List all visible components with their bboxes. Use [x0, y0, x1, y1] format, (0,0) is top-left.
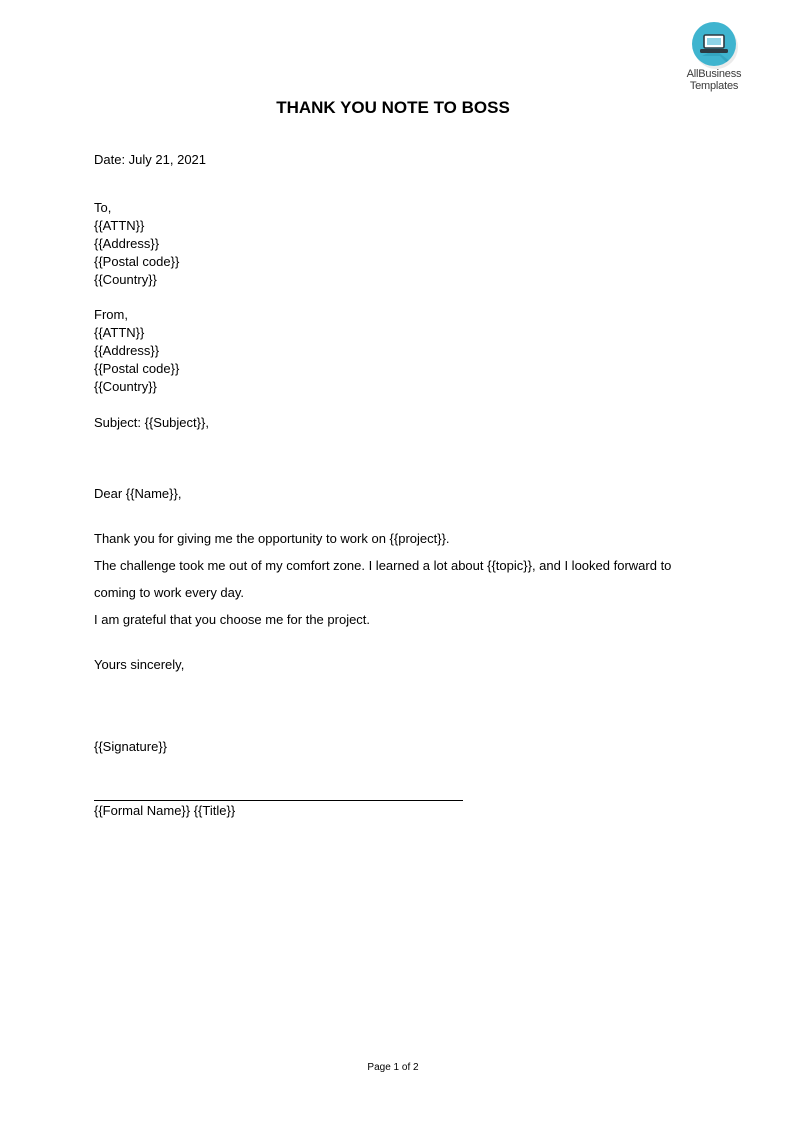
logo-text-line1: AllBusiness: [686, 68, 742, 80]
from-address: {{Address}}: [94, 343, 160, 358]
to-address: {{Address}}: [94, 236, 160, 251]
signature-line: [94, 800, 463, 801]
document-title: THANK YOU NOTE TO BOSS: [276, 98, 510, 117]
logo-text-line2: Templates: [689, 80, 739, 92]
body-paragraph-2-line-2: coming to work every day.: [94, 585, 245, 600]
to-country: {{Country}}: [94, 272, 157, 287]
body-paragraph-3: I am grateful that you choose me for the project.: [94, 612, 371, 627]
laptop-icon: [692, 22, 736, 66]
subject-line: Subject: {{Subject}},: [94, 415, 209, 430]
signature-placeholder: {{Signature}}: [94, 739, 168, 754]
to-attn: {{ATTN}}: [94, 218, 145, 233]
allbusiness-templates-logo: [681, 22, 747, 92]
from-heading: From,: [94, 307, 128, 322]
from-postal-code: {{Postal code}}: [94, 361, 180, 376]
body-paragraph-2-line-1: The challenge took me out of my comfort zone. I learned a lot about {{topic}}, and I looked forward to: [94, 558, 672, 573]
from-country: {{Country}}: [94, 379, 157, 394]
logo-text: [681, 68, 747, 92]
page-number: Page 1 of 2: [367, 1062, 419, 1073]
date-line: Date: July 21, 2021: [94, 152, 207, 167]
from-attn: {{ATTN}}: [94, 325, 145, 340]
body-paragraph-1: Thank you for giving me the opportunity to work on {{project}}.: [94, 531, 450, 546]
logo-circle: [692, 22, 736, 66]
to-postal-code: {{Postal code}}: [94, 254, 180, 269]
salutation: Dear {{Name}},: [94, 486, 182, 501]
formal-name-title: {{Formal Name}} {{Title}}: [94, 803, 236, 818]
to-heading: To,: [94, 200, 112, 215]
closing: Yours sincerely,: [94, 657, 185, 672]
